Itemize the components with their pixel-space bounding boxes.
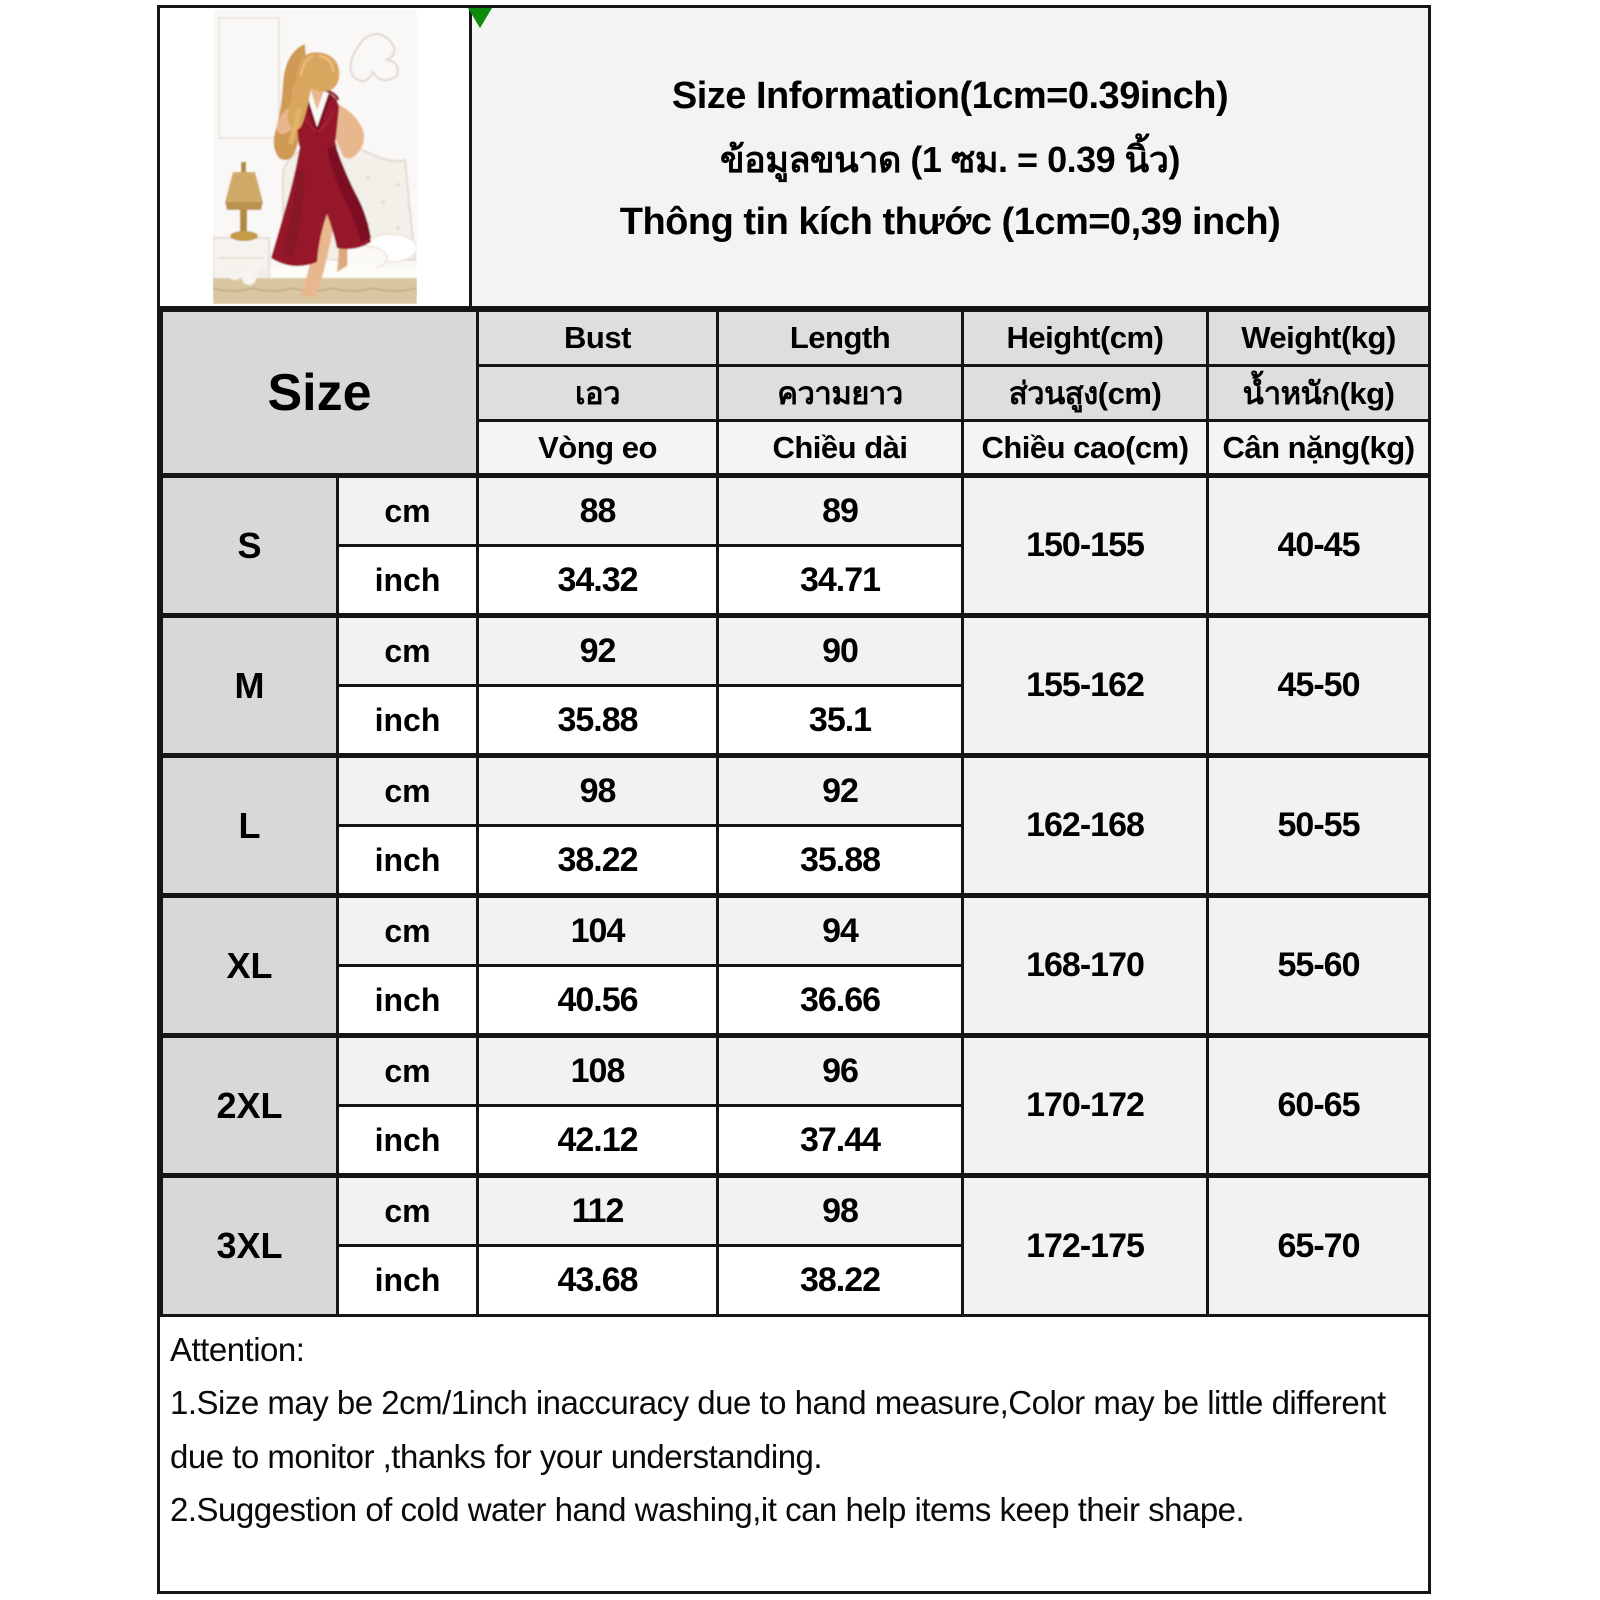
corner-flag-icon xyxy=(468,8,492,28)
unit-cm: cm xyxy=(338,1036,478,1106)
weight-value: 65-70 xyxy=(1208,1176,1430,1316)
bust-cm-value: 108 xyxy=(478,1036,718,1106)
bust-inch-value: 40.56 xyxy=(478,966,718,1036)
unit-inch: inch xyxy=(338,1246,478,1316)
title-cell xyxy=(472,8,1428,306)
unit-cm: cm xyxy=(338,896,478,966)
height-value: 172-175 xyxy=(963,1176,1208,1316)
header-bust-vi: Vòng eo xyxy=(478,421,718,476)
top-section xyxy=(160,8,1428,309)
header-length-th: ความยาว xyxy=(718,366,963,421)
length-cm-value: 96 xyxy=(718,1036,963,1106)
attention-note-2: 2.Suggestion of cold water hand washing,it can help items keep their shape. xyxy=(170,1491,1245,1529)
header-height-th: ส่วนสูง(cm) xyxy=(963,366,1208,421)
length-inch-value: 38.22 xyxy=(718,1246,963,1316)
bust-cm-value: 88 xyxy=(478,476,718,546)
length-cm-value: 98 xyxy=(718,1176,963,1246)
unit-inch: inch xyxy=(338,1106,478,1176)
header-row-en xyxy=(162,311,1430,366)
bust-cm-value: 98 xyxy=(478,756,718,826)
header-height-en: Height(cm) xyxy=(963,311,1208,366)
attention-note-1: 1.Size may be 2cm/1inch inaccuracy due to hand measure,Color may be little different due to monitor ,thanks for your understanding. xyxy=(170,1384,1386,1475)
length-cm-value: 92 xyxy=(718,756,963,826)
bust-cm-value: 92 xyxy=(478,616,718,686)
size-label: 2XL xyxy=(162,1036,338,1176)
title-english: Size Information(1cm=0.39inch) xyxy=(671,74,1229,117)
header-weight-vi: Cân nặng(kg) xyxy=(1208,421,1430,476)
table-row xyxy=(162,476,1430,546)
attention-box xyxy=(160,1317,1428,1591)
length-cm-value: 94 xyxy=(718,896,963,966)
height-value: 168-170 xyxy=(963,896,1208,1036)
length-inch-value: 35.88 xyxy=(718,826,963,896)
bust-inch-value: 38.22 xyxy=(478,826,718,896)
weight-value: 40-45 xyxy=(1208,476,1430,616)
table-row xyxy=(162,616,1430,686)
unit-cm: cm xyxy=(338,476,478,546)
attention-heading: Attention: xyxy=(170,1331,305,1368)
bust-cm-value: 104 xyxy=(478,896,718,966)
size-corner-header: Size xyxy=(162,311,478,476)
length-cm-value: 90 xyxy=(718,616,963,686)
length-inch-value: 34.71 xyxy=(718,546,963,616)
unit-inch: inch xyxy=(338,686,478,756)
length-inch-value: 36.66 xyxy=(718,966,963,1036)
header-length-en: Length xyxy=(718,311,963,366)
bust-inch-value: 43.68 xyxy=(478,1246,718,1316)
size-label: M xyxy=(162,616,338,756)
bust-cm-value: 112 xyxy=(478,1176,718,1246)
unit-inch: inch xyxy=(338,826,478,896)
height-value: 150-155 xyxy=(963,476,1208,616)
product-photo xyxy=(213,10,417,304)
header-bust-th: เอว xyxy=(478,366,718,421)
size-table xyxy=(160,309,1431,1317)
length-cm-value: 89 xyxy=(718,476,963,546)
length-inch-value: 35.1 xyxy=(718,686,963,756)
size-label: S xyxy=(162,476,338,616)
header-weight-en: Weight(kg) xyxy=(1208,311,1430,366)
header-length-vi: Chiều dài xyxy=(718,421,963,476)
weight-value: 45-50 xyxy=(1208,616,1430,756)
table-row xyxy=(162,1036,1430,1106)
table-row xyxy=(162,896,1430,966)
header-height-vi: Chiều cao(cm) xyxy=(963,421,1208,476)
header-bust-en: Bust xyxy=(478,311,718,366)
size-chart-sheet xyxy=(157,5,1431,1594)
bust-inch-value: 34.32 xyxy=(478,546,718,616)
size-label: L xyxy=(162,756,338,896)
product-photo-cell xyxy=(160,8,472,306)
weight-value: 55-60 xyxy=(1208,896,1430,1036)
unit-inch: inch xyxy=(338,966,478,1036)
bust-inch-value: 35.88 xyxy=(478,686,718,756)
length-inch-value: 37.44 xyxy=(718,1106,963,1176)
height-value: 162-168 xyxy=(963,756,1208,896)
unit-cm: cm xyxy=(338,616,478,686)
bust-inch-value: 42.12 xyxy=(478,1106,718,1176)
size-label: XL xyxy=(162,896,338,1036)
table-row xyxy=(162,1176,1430,1246)
size-label: 3XL xyxy=(162,1176,338,1316)
weight-value: 50-55 xyxy=(1208,756,1430,896)
height-value: 155-162 xyxy=(963,616,1208,756)
height-value: 170-172 xyxy=(963,1036,1208,1176)
header-weight-th: น้ำหนัก(kg) xyxy=(1208,366,1430,421)
table-row xyxy=(162,756,1430,826)
weight-value: 60-65 xyxy=(1208,1036,1430,1176)
unit-inch: inch xyxy=(338,546,478,616)
unit-cm: cm xyxy=(338,1176,478,1246)
title-thai: ข้อมูลขนาด (1 ซม. = 0.39 นิ้ว) xyxy=(720,138,1180,180)
unit-cm: cm xyxy=(338,756,478,826)
title-vietnamese: Thông tin kích thước (1cm=0,39 inch) xyxy=(619,200,1281,243)
